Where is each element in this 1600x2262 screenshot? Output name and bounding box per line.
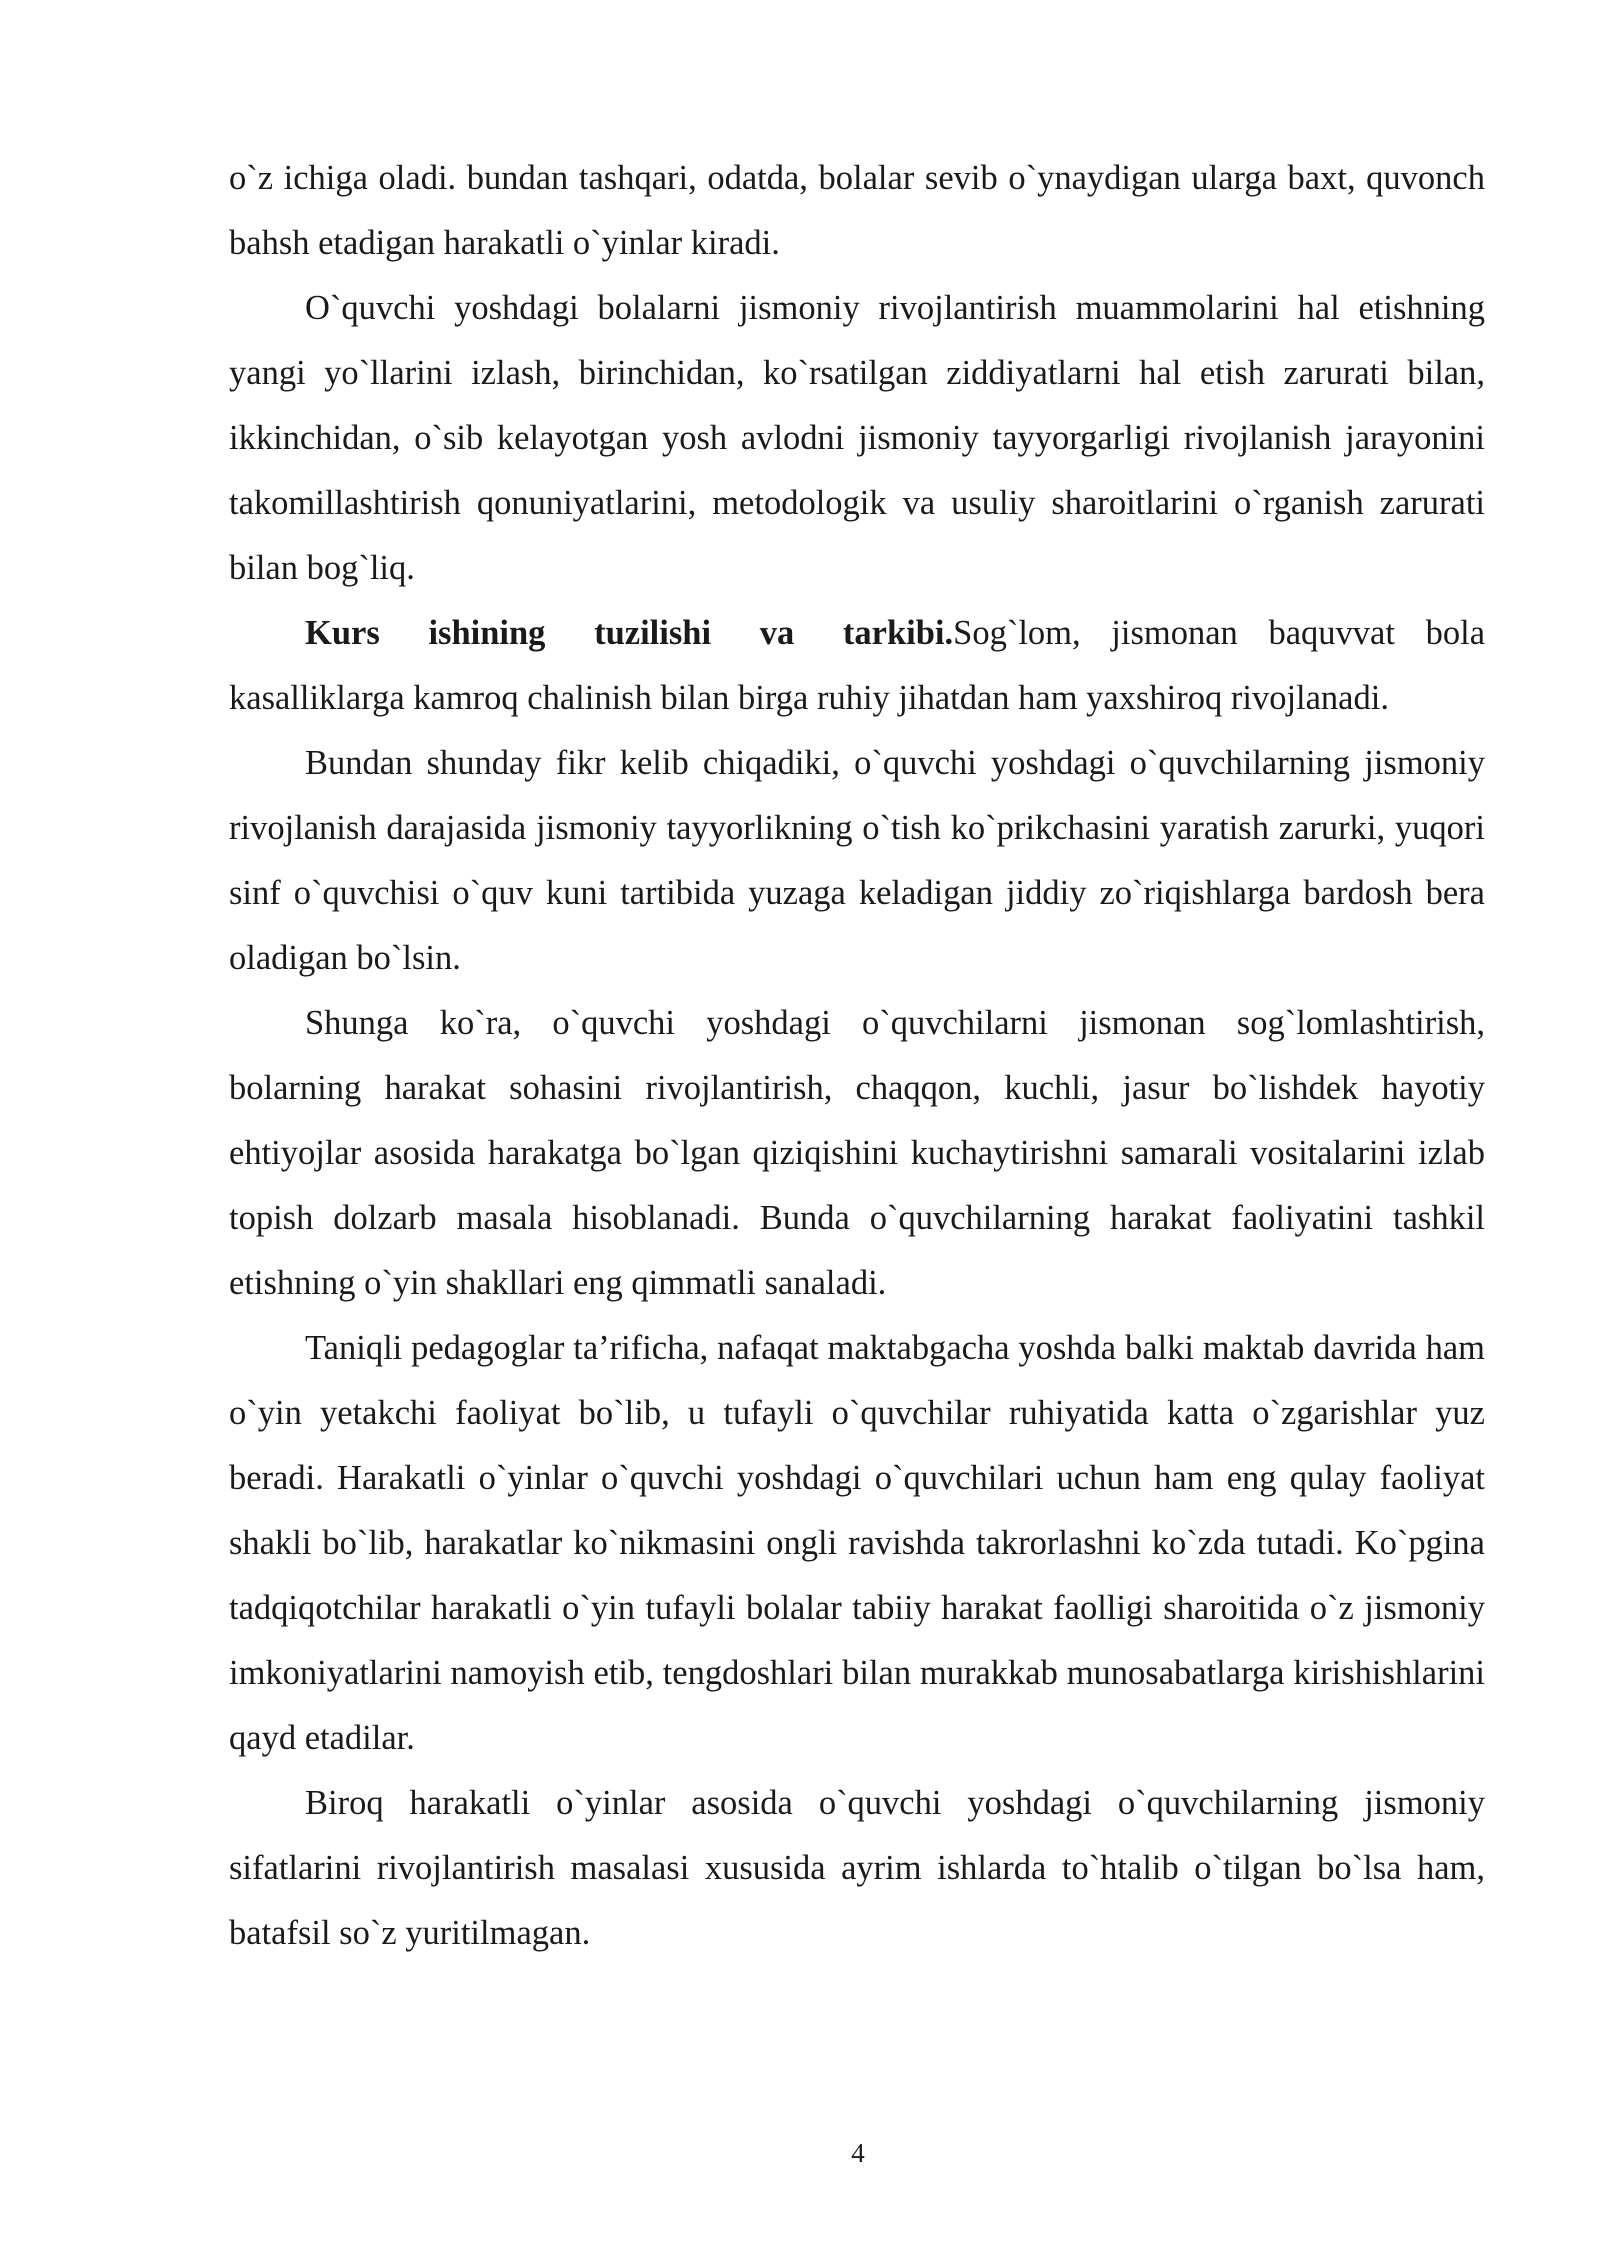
section-heading: Kurs ishining tuzilishi va tarkibi. bbox=[305, 614, 954, 652]
paragraph: Biroq harakatli o`yinlar asosida o`quvchi yoshdagi o`quvchilarning jismoniy sifatlarini rivojlantirish masalasi xususida ayrim ishlarda to`htalib o`tilgan bo`lsa ham, batafsil so`z yuritilmagan. bbox=[229, 1784, 1485, 1952]
paragraph: Shunga ko`ra, o`quvchi yoshdagi o`quvchilarni jismonan sog`lomlashtirish, bolarning harakat sohasini rivojlantirish, chaqqon, kuchli, jasur bo`lishdek hayotiy ehtiyojlar asosida harakatga bo`lgan qiziqishini kuchaytirishni samarali vositalarini izlab topish dolzarb masala hisoblanadi. Bunda o`quvchilarning harakat faoliyatini tashkil etishning o`yin shakllari eng qimmatli sanaladi. bbox=[229, 1004, 1485, 1302]
paragraph-continuation: o`z ichiga oladi. bundan tashqari, odatda, bolalar sevib o`ynaydigan ularga baxt, quvonch bahsh etadigan harakatli o`yinlar kiradi. bbox=[229, 159, 1485, 262]
paragraph: Bundan shunday fikr kelib chiqadiki, o`quvchi yoshdagi o`quvchilarning jismoniy rivojlanish darajasida jismoniy tayyorlikning o`tish ko`prikchasini yaratish zarurki, yuqori sinf o`quvchisi o`quv kuni tartibida yuzaga keladigan jiddiy zo`riqishlarga bardosh bera oladigan bo`lsin. bbox=[229, 744, 1485, 977]
page-number: 4 bbox=[851, 2138, 865, 2168]
paragraph: O`quvchi yoshdagi bolalarni jismoniy rivojlantirish muammolarini hal etishning yangi yo`llarini izlash, birinchidan, ko`rsatilgan ziddiyatlarni hal etish zarurati bilan, ikkinchidan, o`sib kelayotgan yosh avlodni jismoniy tayyorgarligi rivojlanish jarayonini takomillashtirish qonuniyatlarini, metodologik va usuliy sharoitlarini o`rganish zarurati bilan bog`liq. bbox=[229, 289, 1485, 587]
paragraph-with-heading bbox=[229, 601, 1485, 731]
paragraph-text: Sog`lom, jismonan baquvvat bola kasalliklarga kamroq chalinish bilan birga ruhiy jihatdan ham yaxshiroq rivojlanadi. bbox=[229, 614, 1486, 717]
document-body bbox=[229, 146, 1485, 1966]
paragraph: Taniqli pedagoglar ta’rificha, nafaqat maktabgacha yoshda balki maktab davrida ham o`yin yetakchi faoliyat bo`lib, u tufayli o`quvchilar ruhiyatida katta o`zgarishlar yuz beradi. Harakatli o`yinlar o`quvchi yoshdagi o`quvchilari uchun ham eng qulay faoliyat shakli bo`lib, harakatlar ko`nikmasini ongli ravishda takrorlashni ko`zda tutadi. Ko`pgina tadqiqotchilar harakatli o`yin tufayli bolalar tabiiy harakat faolligi sharoitida o`z jismoniy imkoniyatlarini namoyish etib, tengdoshlari bilan murakkab munosabatlarga kirishishlarini qayd etadilar. bbox=[229, 1329, 1485, 1757]
